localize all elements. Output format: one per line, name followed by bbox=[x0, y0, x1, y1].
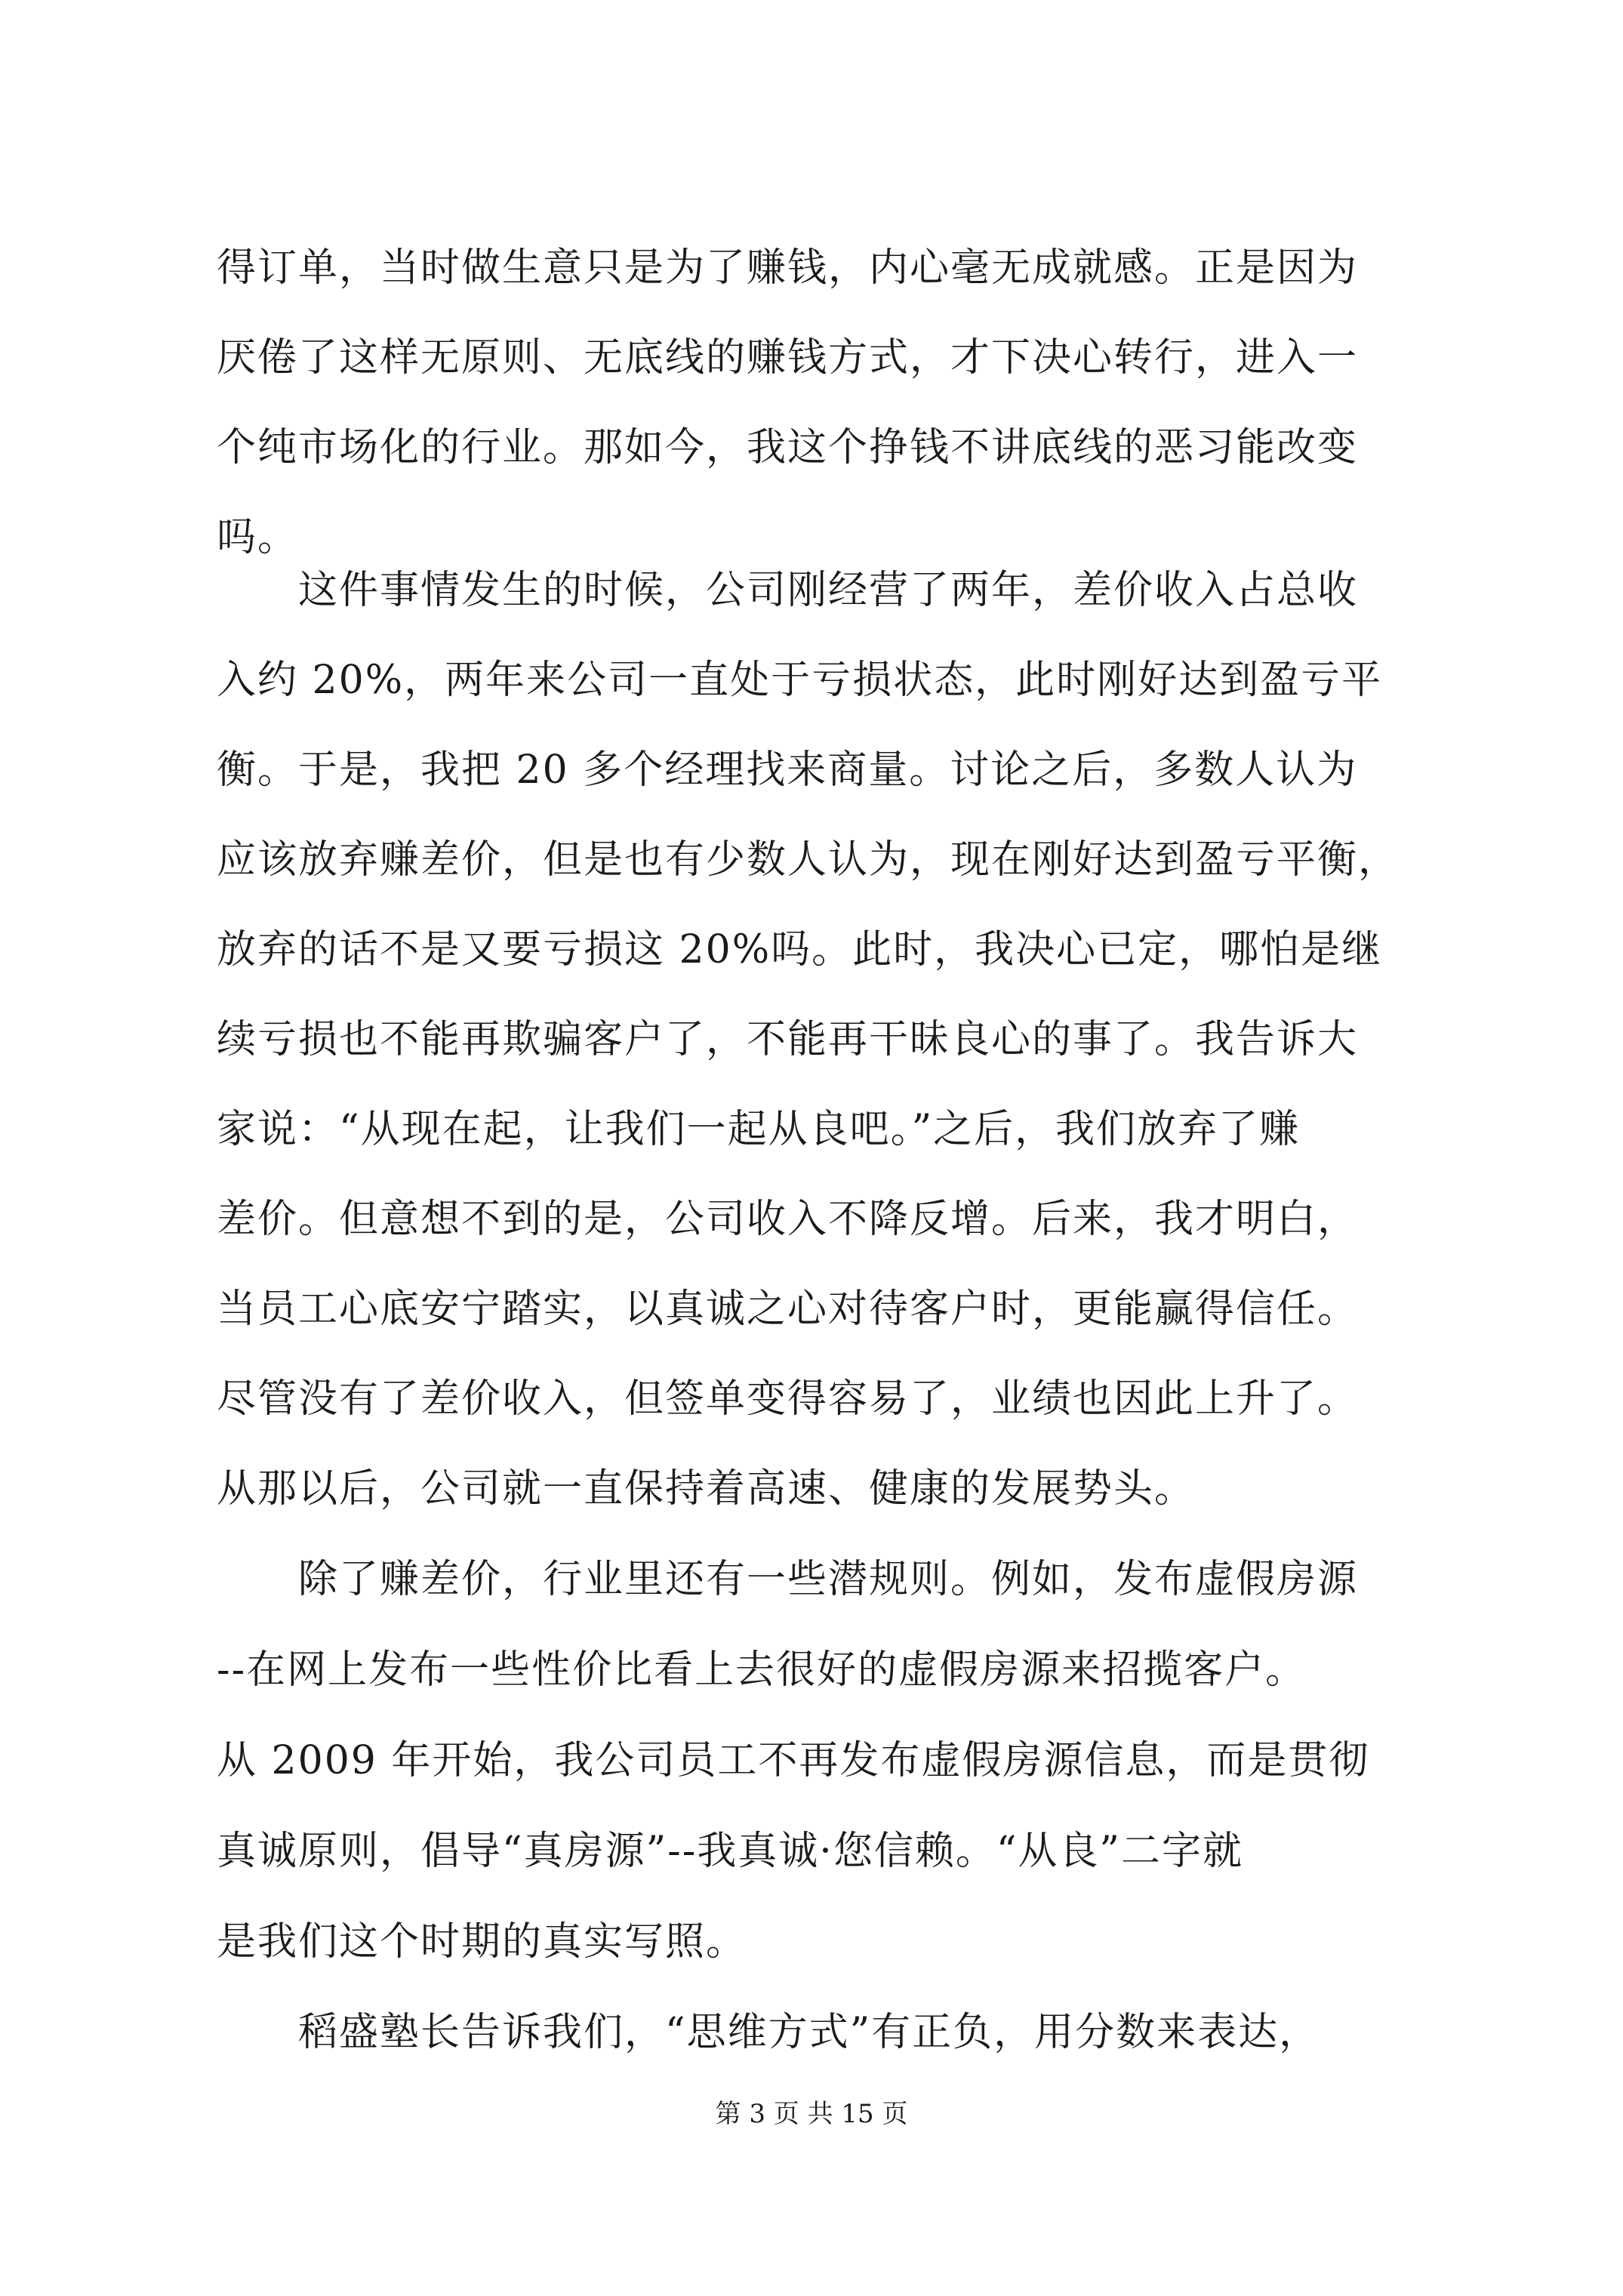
text-line: 当员工心底安宁踏实，以真诚之心对待客户时，更能赢得信任。 bbox=[217, 1287, 1359, 1332]
text-line: 除了赚差价，行业里还有一些潜规则。例如，发布虚假房源 bbox=[217, 1557, 1359, 1602]
text-line: 入约 20%，两年来公司一直处于亏损状态，此时刚好达到盈亏平 bbox=[217, 658, 1383, 703]
text-line: 个纯市场化的行业。那如今，我这个挣钱不讲底线的恶习能改变 bbox=[217, 425, 1359, 470]
text-line: 尽管没有了差价收入，但签单变得容易了，业绩也因此上升了。 bbox=[217, 1376, 1359, 1422]
text-line: 从 2009 年开始，我公司员工不再发布虚假房源信息，而是贯彻 bbox=[217, 1738, 1370, 1783]
text-line: 是我们这个时期的真实写照。 bbox=[217, 1919, 747, 1965]
text-line: 厌倦了这样无原则、无底线的赚钱方式，才下决心转行，进入一 bbox=[217, 335, 1359, 381]
text-line: 续亏损也不能再欺骗客户了，不能再干昧良心的事了。我告诉大 bbox=[217, 1017, 1359, 1062]
text-line: --在网上发布一些性价比看上去很好的虚假房源来招揽客户。 bbox=[217, 1647, 1307, 1693]
text-line: 真诚原则，倡导“真房源”--我真诚·您信赖。“从良”二字就 bbox=[217, 1829, 1244, 1874]
text-line: 放弃的话不是又要亏损这 20%吗。此时，我决心已定，哪怕是继 bbox=[217, 927, 1383, 972]
text-line: 家说：“从现在起，让我们一起从良吧。”之后，我们放弃了赚 bbox=[217, 1107, 1301, 1152]
text-line: 稻盛塾长告诉我们，“思维方式”有正负，用分数来表达， bbox=[217, 2010, 1320, 2055]
text-line: 得订单，当时做生意只是为了赚钱，内心毫无成就感。正是因为 bbox=[217, 245, 1359, 291]
text-line: 应该放弃赚差价，但是也有少数人认为，现在刚好达到盈亏平衡， bbox=[217, 837, 1400, 883]
page-footer: 第 3 页 共 15 页 bbox=[715, 2099, 908, 2129]
text-line: 衡。于是，我把 20 多个经理找来商量。讨论之后，多数人认为 bbox=[217, 747, 1358, 793]
text-line: 吗。 bbox=[217, 515, 299, 560]
text-line: 差价。但意想不到的是，公司收入不降反增。后来，我才明白， bbox=[217, 1197, 1359, 1242]
text-line: 从那以后，公司就一直保持着高速、健康的发展势头。 bbox=[217, 1466, 1196, 1512]
text-line: 这件事情发生的时候，公司刚经营了两年，差价收入占总收 bbox=[217, 568, 1359, 613]
